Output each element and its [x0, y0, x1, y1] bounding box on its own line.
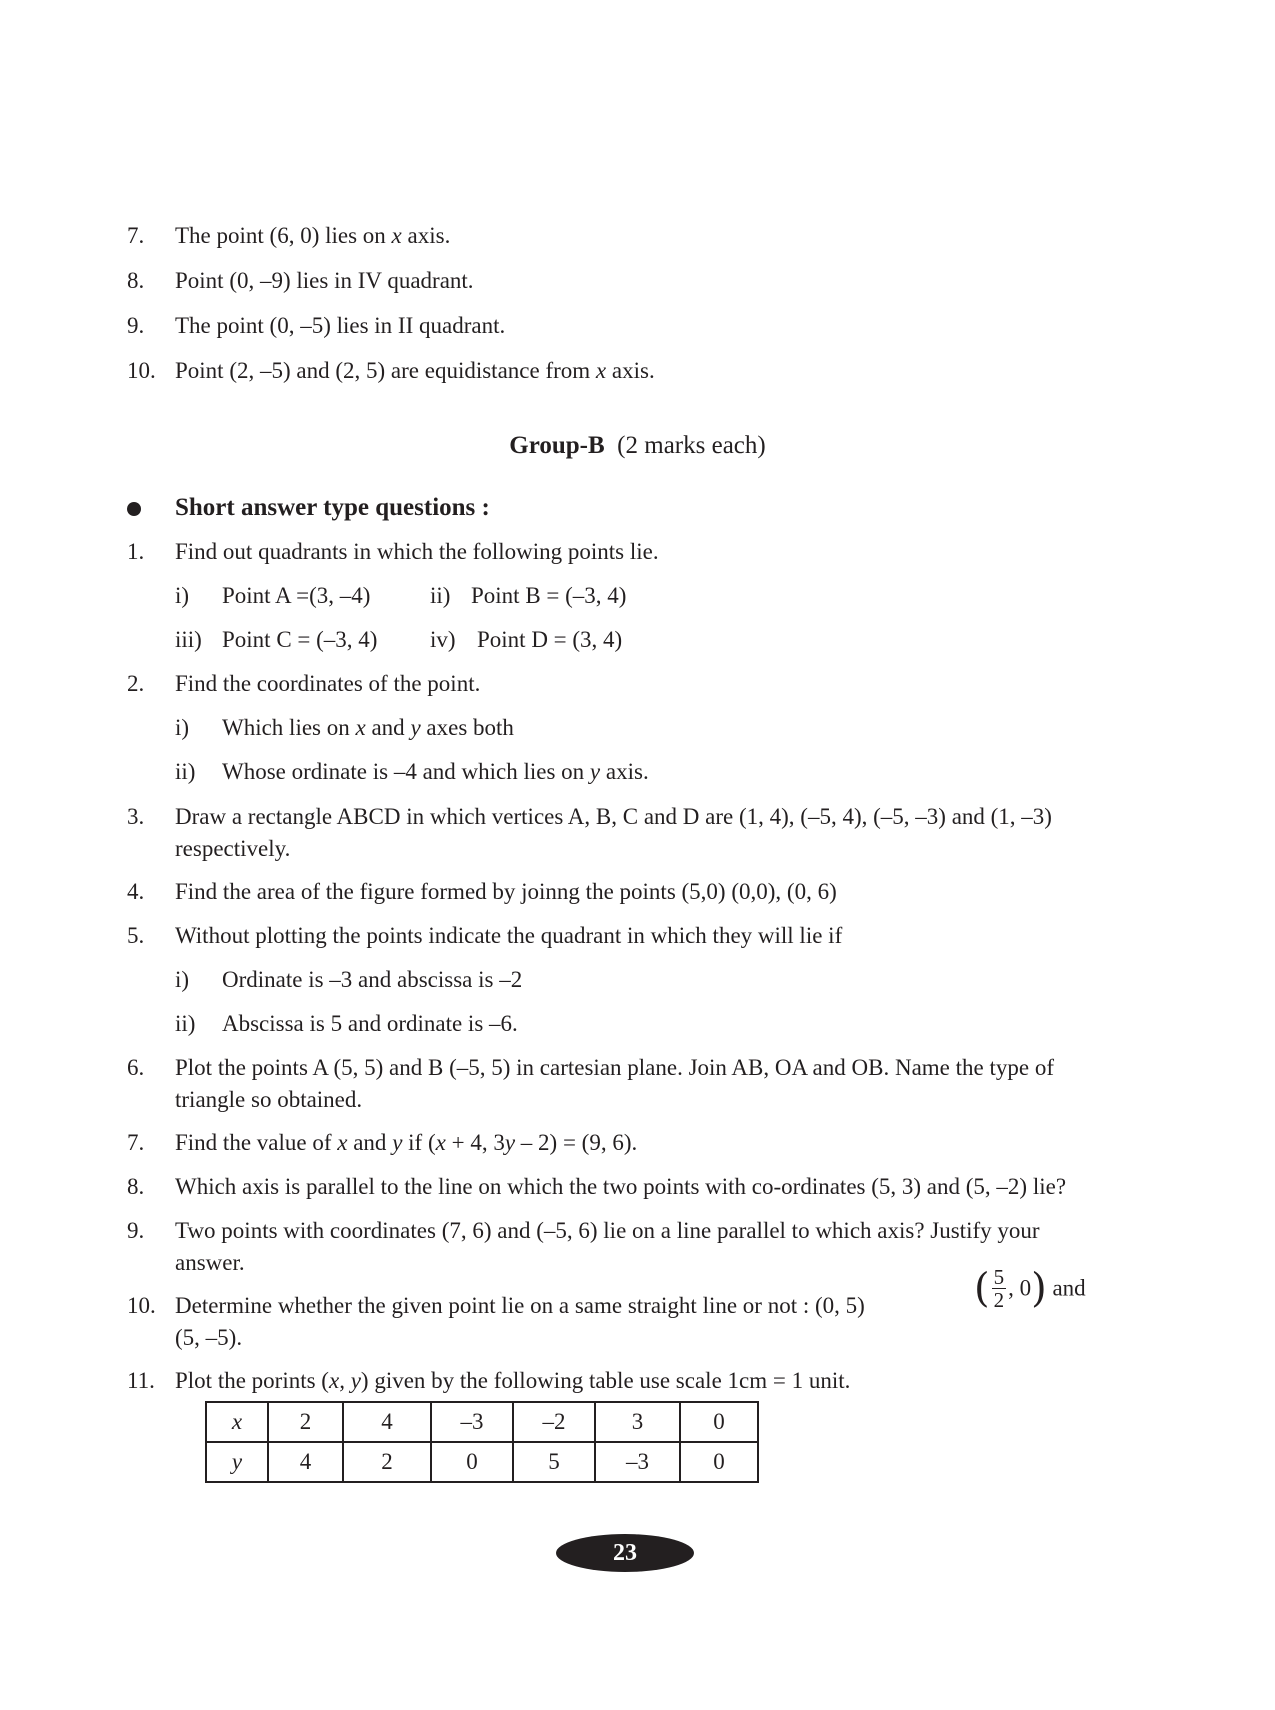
table-row: x 2 4 –3 –2 3 0 [206, 1402, 758, 1442]
bullet-icon [127, 502, 141, 516]
points-table [205, 1401, 759, 1483]
page: 7. The point (6, 0) lies on x axis. 8. Point (0, –9) lies in IV quadrant. 9. The point (0, –5) lies in II quadrant. 10. Point (2, –5) and (2, 5) are equidistance from x axis. Group-B (2 marks each) Short answer type questions : 1. Find out quadrants in which the following points lie. i) Point A =(3, –4) ii) Point B = (–3, 4) iii) Point C = (–3, 4) iv) Point D = (3, 4) 2. Find the coordinates of the point. i) Which lies on x and y axes both ii) Whose ordinate is –4 and which lies on y axis. 3. Draw a rectangle ABCD in which vertices A, B, C and D are (1, 4), (–5, 4), (–5, –3) and (1, –3) respectively. 4. Find the area of the figure formed by joinng the points (5,0) (0,0), (0, 6) 5. Without plotting the points indicate the quadrant in which they will lie if i) Ordinate is –3 and abscissa is –2 ii) Abscissa is 5 and ordinate is –6. 6. Plot the points A (5, 5) and B (–5, 5) in cartesian plane. Join AB, OA and OB. Name the type of triangle so obtained. 7. Find the value of x and y if (x + 4, 3y – 2) = (9, 6). 8. Which axis is parallel to the line on which the two points with co-ordinates (5, 3) and (5, –2) lie? 9. Two points with coordinates (7, 6) and (–5, 6) lie on a line parallel to which axis? Justify your answer. 10. Determine whether the given point lie on a same straight line or not : (0, 5) ( $\frac{5}{2}$ , 0) and (5, –5). 11. Plot the porints (x, y) given by the following table use scale 1cm = 1 unit. x 2 4 –3 –2 3 0 y 4 2 0 5 –3 0 23 [0, 0, 1275, 1710]
fraction-point: ( $\frac{5}{2}$ , 0) and [974, 1265, 1086, 1312]
group-b-heading: Group-B (2 marks each) [509, 432, 766, 459]
table-row: y 4 2 0 5 –3 0 [206, 1442, 758, 1482]
page-number-badge: 23 [556, 1534, 694, 1572]
